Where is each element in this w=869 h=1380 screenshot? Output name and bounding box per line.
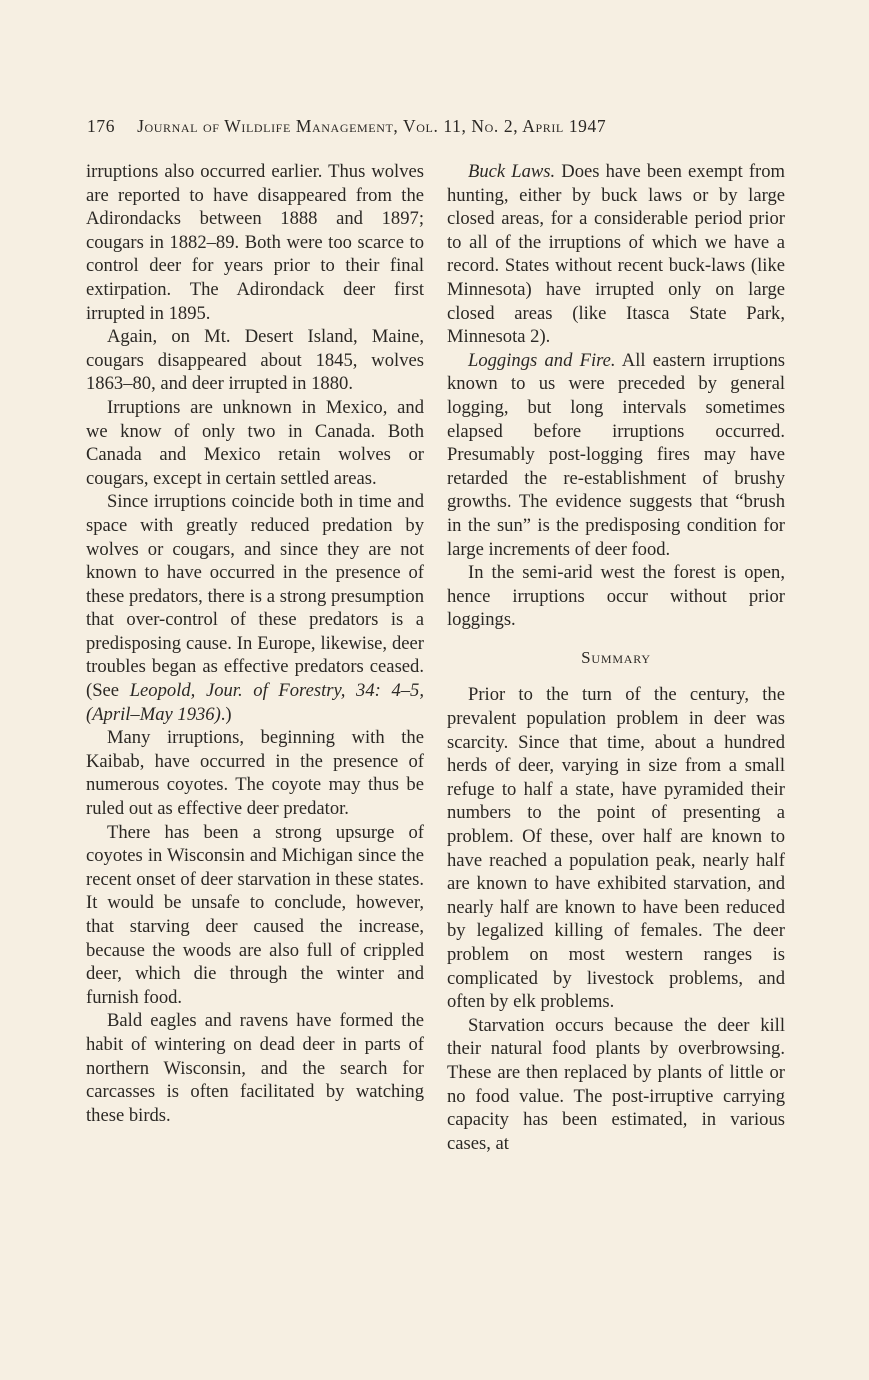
paragraph: Irruptions are unknown in Mexico, and we know of only two in Canada. Both Canada and Mexico retain wolves or cougars, except in certain settled areas. (86, 396, 424, 489)
paragraph-text: All eastern irruptions known to us were preceded by general logging, but long intervals sometimes elapsed before irruptions occurred. Presumably post-logging fires may have retarded the re-establishment of brushy growths. The evidence suggests that “brush in the sun” is the predisposing condition for large increments of deer food. (447, 349, 785, 560)
paragraph: In the semi-arid west the forest is open, hence irruptions occur without prior loggings. (447, 562, 785, 631)
paragraph: Bald eagles and ravens have formed the habit of wintering on dead deer in parts of northern Wisconsin, and the search for carcasses is often facilitated by watching these birds. (86, 1010, 424, 1126)
paragraph-end: .) (220, 703, 232, 725)
citation: Leopold, Jour. of Forestry, 34: 4–5, (April–May 1936) (86, 680, 425, 725)
paragraph-text: Since irruptions coincide both in time and space with greatly reduced predation by wolves or cougars, and since they are not known to have occurred in the presence of these predators, there is a strong presumption that over-control of these predators is a predisposing cause. In Europe, likewise, deer troubles began as effective predators ceased. (See (86, 491, 424, 702)
paragraph (447, 160, 785, 349)
paragraph (447, 349, 785, 561)
paragraph: Prior to the turn of the century, the prevalent population problem in deer was scarcity. Since that time, about a hundred herds of deer, varying in size from a small refuge to half a state, have pyramided their numbers to the point of presenting a problem. Of these, over half are known to have reached a population peak, nearly half are known to have exhibited starvation, and nearly half are known to have been reduced by legalized killing of females. The deer problem on most western ranges is complicated by livestock problems, and often by elk problems. (447, 684, 785, 1013)
running-header (87, 116, 727, 137)
paragraph (86, 490, 424, 726)
subsection-title: Loggings and Fire. (468, 349, 616, 371)
paragraph: irruptions also occurred earlier. Thus wolves are reported to have disappeared from the Adirondacks between 1888 and 1897; cougars in 1882–89. Both were too scarce to control deer for years prior to their final extirpation. The Adirondack deer first irrupted in 1895. (86, 161, 424, 324)
paragraph: Starvation occurs because the deer kill their natural food plants by overbrowsing. These are then replaced by plants of little or no food value. The post-irruptive carrying capacity has been estimated, in various cases, at (447, 1014, 785, 1154)
subsection-title: Buck Laws. (468, 161, 556, 182)
paragraph-text: Does have been exempt from hunting, either by buck laws or by large closed areas, for a considerable period prior to all of the irruptions of which we have a record. States without recent buck-laws (like Minnesota) have irrupted only on large closed areas (like Itasca State Park, Minnesota 2). (447, 161, 786, 348)
paragraph: Many irruptions, beginning with the Kaibab, have occurred in the presence of numerous coyotes. The coyote may thus be ruled out as effective deer predator. (86, 727, 424, 820)
section-heading: Summary (581, 647, 651, 667)
page-number: 176 (87, 116, 116, 136)
right-column (447, 160, 785, 1155)
paragraph: Again, on Mt. Desert Island, Maine, cougars disappeared about 1845, wolves 1863–80, and deer irrupted in 1880. (86, 326, 424, 395)
left-column (86, 160, 424, 1127)
running-title: Journal of Wildlife Management, Vol. 11, No. 2, April 1947 (137, 116, 607, 136)
paragraph: There has been a strong upsurge of coyotes in Wisconsin and Michigan since the recent onset of deer starvation in these states. It would be unsafe to conclude, however, that starving deer caused the increase, because the woods are also full of crippled deer, which die through the winter and furnish food. (86, 821, 424, 1008)
